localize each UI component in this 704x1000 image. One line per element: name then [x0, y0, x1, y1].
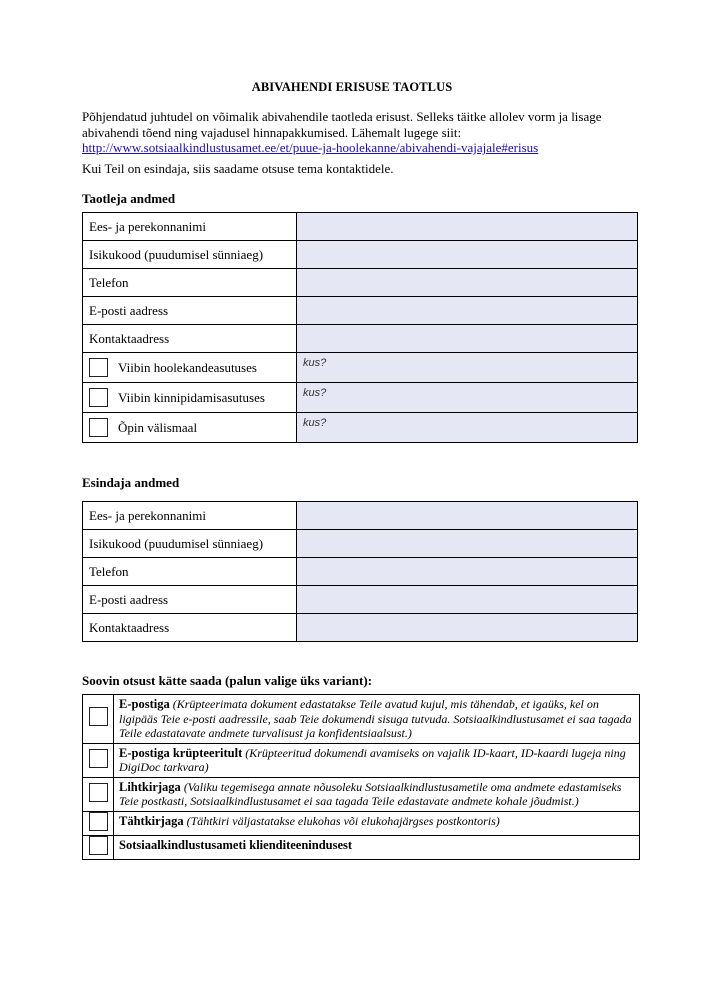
delivery-encrypted-email-desc: (Krüpteeritud dokumendi avamiseks on vajalik ID-kaart, ID-kaardi lugeja ning DigiDoc tarkvara) [119, 745, 626, 774]
representative-table [82, 501, 638, 642]
applicant-check-abroad-row [83, 413, 638, 443]
applicant-address-input[interactable] [297, 325, 637, 352]
representative-address-input[interactable] [297, 614, 637, 641]
applicant-check-detention-row [83, 383, 638, 413]
delivery-encrypted-email-checkbox[interactable] [89, 749, 108, 768]
care-institution-where-hint: kus? [303, 356, 327, 369]
representative-id-label: Isikukood (puudumisel sünniaeg) [83, 530, 297, 558]
delivery-encrypted-email-title: E-postiga krüpteeritult [119, 745, 243, 760]
representative-row-id [83, 530, 638, 558]
care-institution-label: Viibin hoolekandeasutuses [118, 359, 257, 375]
delivery-option-ordinary-letter [83, 777, 640, 811]
applicant-row-id [83, 241, 638, 269]
representative-name-label: Ees- ja perekonnanimi [83, 502, 297, 530]
delivery-email-title: E-postiga [119, 697, 170, 711]
delivery-customer-service-checkbox[interactable] [89, 836, 108, 855]
delivery-options-table [82, 694, 640, 860]
representative-row-phone [83, 558, 638, 586]
applicant-address-field[interactable] [297, 325, 638, 353]
delivery-ordinary-letter-checkbox[interactable] [89, 783, 108, 802]
delivery-option-customer-service [83, 835, 640, 859]
applicant-id-label: Isikukood (puudumisel sünniaeg) [83, 241, 297, 269]
applicant-email-label: E-posti aadress [83, 297, 297, 325]
applicant-email-field[interactable] [297, 297, 638, 325]
representative-phone-field[interactable] [297, 558, 638, 586]
delivery-heading: Soovin otsust kätte saada (palun valige üks variant): [82, 673, 373, 688]
applicant-row-name [83, 213, 638, 241]
care-institution-where-field[interactable] [297, 353, 638, 383]
delivery-customer-service-title: Sotsiaalkindlustusameti klienditeenindusest [119, 837, 353, 852]
applicant-row-address [83, 325, 638, 353]
applicant-row-phone [83, 269, 638, 297]
applicant-check-care-institution-row [83, 353, 638, 383]
representative-note: Kui Teil on esindaja, siis saadame otsuse tema kontaktidele. [82, 161, 394, 176]
info-link[interactable]: http://www.sotsiaalkindlustusamet.ee/et/puue-ja-hoolekanne/abivahendi-vajajale#erisus [82, 140, 539, 155]
delivery-registered-letter-checkbox[interactable] [89, 812, 108, 831]
form-title: ABIVAHENDI ERISUSE TAOTLUS [251, 80, 453, 94]
study-abroad-checkbox[interactable] [89, 418, 108, 437]
applicant-address-label: Kontaktaadress [83, 325, 297, 353]
applicant-name-label: Ees- ja perekonnanimi [83, 213, 297, 241]
representative-name-input[interactable] [297, 502, 637, 529]
delivery-email-checkbox[interactable] [89, 707, 108, 726]
applicant-email-input[interactable] [297, 297, 637, 324]
intro-paragraph [82, 109, 642, 156]
representative-email-label: E-posti aadress [83, 586, 297, 614]
representative-address-label: Kontaktaadress [83, 614, 297, 642]
representative-row-email [83, 586, 638, 614]
representative-phone-input[interactable] [297, 558, 637, 585]
representative-name-field[interactable] [297, 502, 638, 530]
delivery-option-email [83, 695, 640, 744]
representative-email-field[interactable] [297, 586, 638, 614]
representative-email-input[interactable] [297, 586, 637, 613]
care-institution-checkbox[interactable] [89, 358, 108, 377]
applicant-id-input[interactable] [297, 241, 637, 268]
representative-id-input[interactable] [297, 530, 637, 557]
delivery-option-encrypted-email [83, 743, 640, 777]
delivery-email-desc: (Krüpteerimata dokument edastatakse Teile avatud kujul, mis tähendab, et igaüks, kel on ligipääs Teie e-posti aadressile, saab Teie dokumendi sisuga tutvuda. Sotsiaalkindlustusamet ei saa tagada Teile edastatavate andmete turvalisust ja konfidentsiaalsust.) [119, 697, 632, 740]
applicant-table [82, 212, 638, 443]
delivery-ordinary-letter-title: Lihtkirjaga [119, 779, 181, 794]
study-abroad-where-field[interactable] [297, 413, 638, 443]
applicant-name-field[interactable] [297, 213, 638, 241]
representative-heading: Esindaja andmed [82, 475, 180, 490]
detention-facility-label: Viibin kinnipidamisasutuses [118, 389, 265, 405]
intro-text: Põhjendatud juhtudel on võimalik abivahendile taotleda erisust. Selleks täitke allolev vorm ja lisage abivahendi tõend ning vajadusel hinnapakkumised. Lähemalt lugege siit: [82, 109, 602, 140]
applicant-id-field[interactable] [297, 241, 638, 269]
detention-facility-checkbox[interactable] [89, 388, 108, 407]
representative-row-name [83, 502, 638, 530]
representative-row-address [83, 614, 638, 642]
applicant-row-email [83, 297, 638, 325]
applicant-heading: Taotleja andmed [82, 191, 176, 206]
delivery-option-registered-letter [83, 811, 640, 835]
study-abroad-label: Õpin välismaal [118, 419, 198, 435]
detention-facility-where-hint: kus? [303, 386, 327, 399]
applicant-phone-field[interactable] [297, 269, 638, 297]
representative-phone-label: Telefon [83, 558, 297, 586]
applicant-name-input[interactable] [297, 213, 637, 240]
applicant-phone-label: Telefon [83, 269, 297, 297]
detention-facility-where-field[interactable] [297, 383, 638, 413]
study-abroad-where-hint: kus? [303, 416, 327, 429]
applicant-phone-input[interactable] [297, 269, 637, 296]
delivery-registered-letter-desc: (Tähtkiri väljastatakse elukohas või elukohajärgses postkontoris) [183, 813, 500, 828]
representative-id-field[interactable] [297, 530, 638, 558]
representative-address-field[interactable] [297, 614, 638, 642]
delivery-ordinary-letter-desc: (Valiku tegemisega annate nõusoleku Sotsiaalkindlustusametile oma andmete edastamiseks Teie postkasti, Sotsiaalkindlustusamet ei saa tagada Teile edastavate andmete kohale jõudmist.) [119, 779, 622, 808]
delivery-registered-letter-title: Tähtkirjaga [119, 813, 184, 828]
